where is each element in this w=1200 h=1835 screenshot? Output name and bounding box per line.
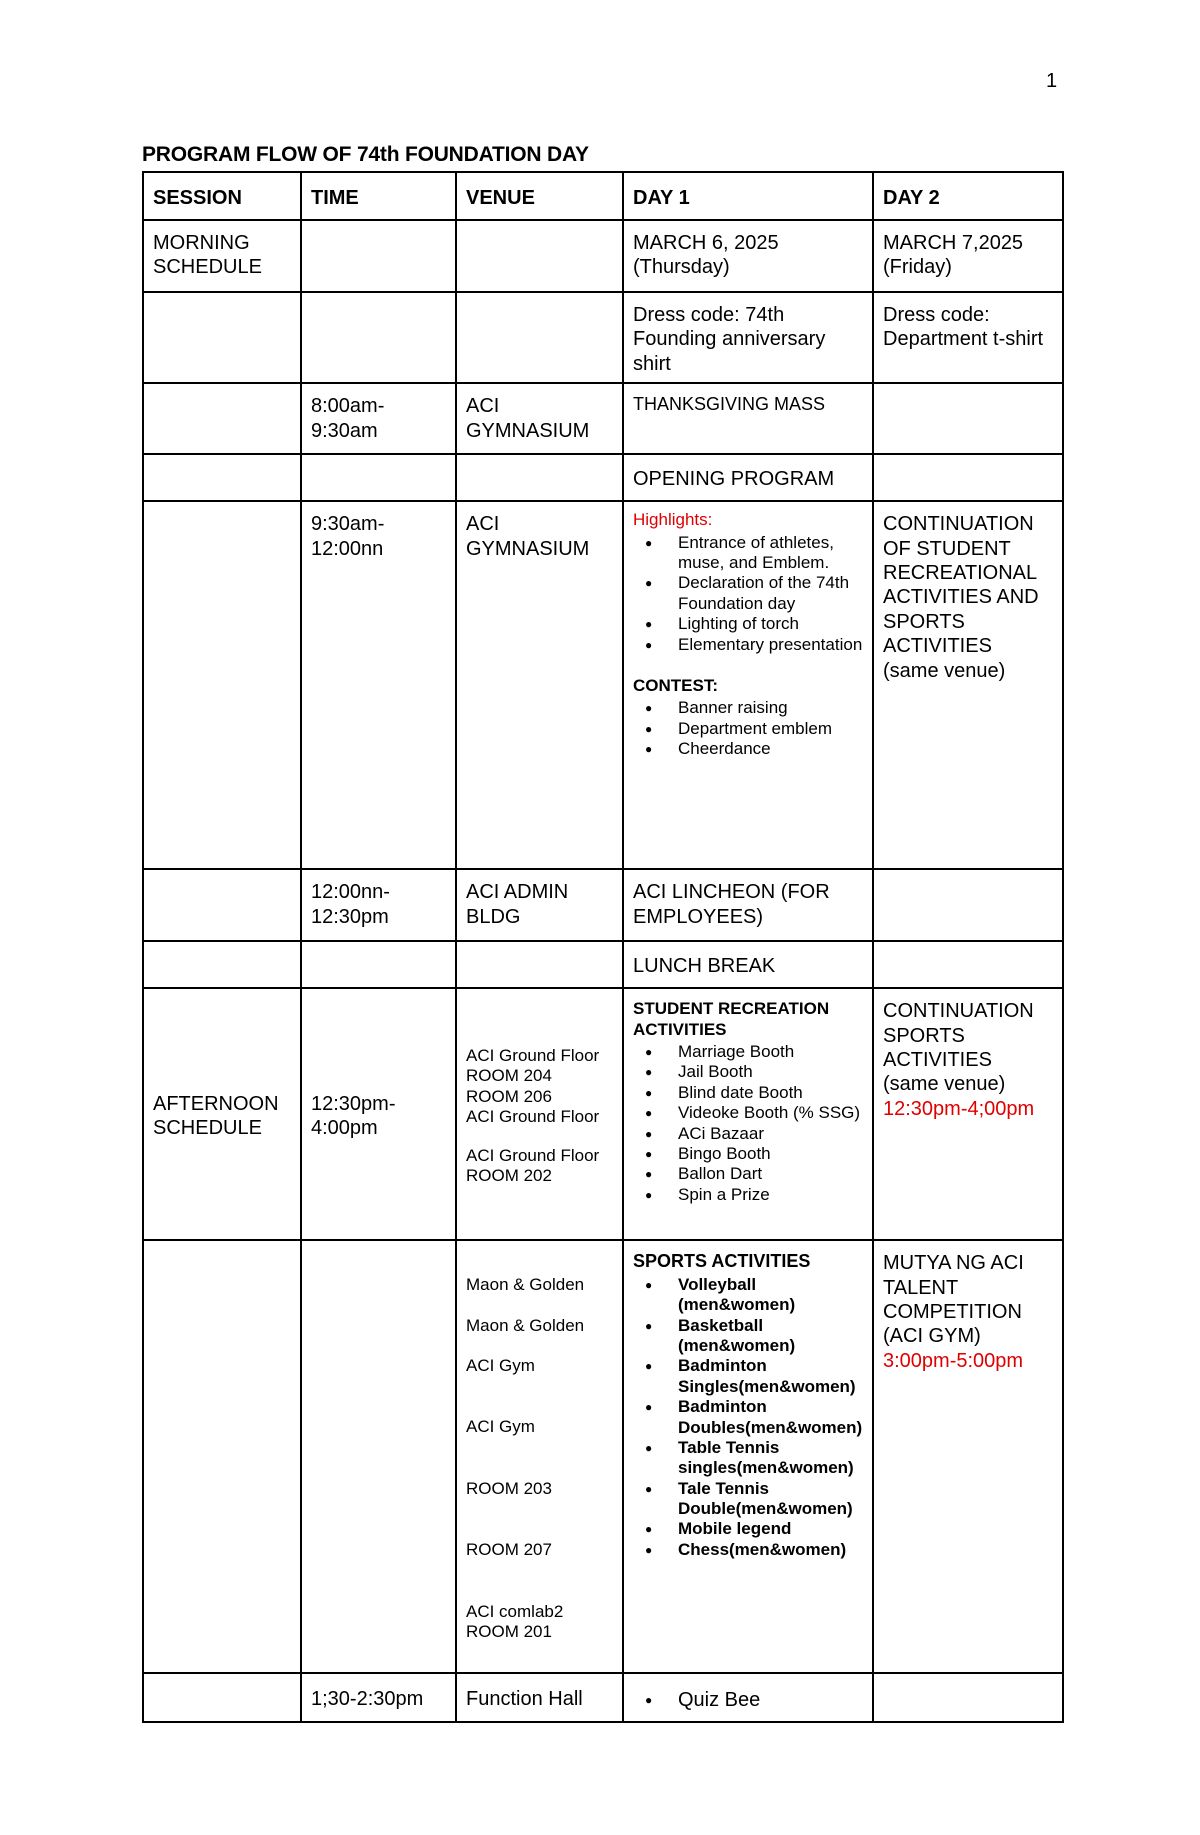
cell-venue	[456, 988, 623, 1240]
list-item: ● Videoke Booth (% SSG)	[678, 1103, 863, 1123]
cell-session: MORNING SCHEDULE	[143, 220, 301, 292]
cell-session	[143, 454, 301, 501]
venue-line: ROOM 207	[466, 1540, 552, 1560]
table-row	[143, 869, 1063, 941]
cell-time	[301, 941, 456, 988]
table-row	[143, 1240, 1063, 1673]
cell-day2	[873, 454, 1063, 501]
list-item: ● Cheerdance	[678, 739, 863, 759]
cell-day2	[873, 988, 1063, 1240]
contest-list	[633, 698, 863, 759]
cell-time: 8:00am-9:30am	[301, 383, 456, 454]
cell-session	[143, 383, 301, 454]
cell-time	[301, 1240, 456, 1673]
venue-line: ROOM 201	[466, 1621, 552, 1641]
table-row	[143, 292, 1063, 383]
quiz-list	[633, 1688, 863, 1712]
day2-activity: CONTINUATION SPORTS ACTIVITIES (same venue)	[883, 1000, 1034, 1096]
venue-line: ROOM 203	[466, 1478, 552, 1498]
list-item: ● Department emblem	[678, 719, 863, 739]
cell-day1: MARCH 6, 2025 (Thursday)	[623, 220, 873, 292]
venue-line: ACI Gym	[466, 1355, 535, 1375]
cell-day1: THANKSGIVING MASS	[623, 383, 873, 454]
list-item: ● Banner raising	[678, 698, 863, 718]
program-table	[142, 171, 1064, 1723]
list-item: ● Spin a Prize	[678, 1185, 863, 1205]
recreation-list	[633, 1042, 863, 1205]
cell-time: 12:00nn-12:30pm	[301, 869, 456, 941]
cell-venue: Function Hall	[456, 1673, 623, 1722]
cell-day1	[623, 1673, 873, 1722]
table-header-row	[143, 172, 1063, 220]
list-item: ● Entrance of athletes, muse, and Emblem.	[678, 533, 863, 574]
list-item: ● Jail Booth	[678, 1062, 863, 1082]
table-row	[143, 501, 1063, 869]
list-item: ● Lighting of torch	[678, 614, 863, 634]
list-item: ● Mobile legend	[678, 1519, 863, 1539]
cell-time	[301, 292, 456, 383]
cell-time	[301, 454, 456, 501]
list-item: ● Tale Tennis Double(men&women)	[678, 1479, 863, 1520]
cell-venue: ACI ADMIN BLDG	[456, 869, 623, 941]
list-item: ● Elementary presentation	[678, 635, 863, 655]
cell-session	[143, 1673, 301, 1722]
day2-time: 3:00pm-5:00pm	[883, 1349, 1024, 1372]
table-row	[143, 1673, 1063, 1722]
table-row	[143, 454, 1063, 501]
table-row	[143, 383, 1063, 454]
cell-day1-opening-program	[623, 501, 873, 869]
cell-time	[301, 220, 456, 292]
venue-line: ACI Ground Floor	[466, 1107, 600, 1127]
venue-line: ACI Ground Floor	[466, 1145, 600, 1165]
sports-label: SPORTS ACTIVITIES	[633, 1251, 811, 1272]
venue-line: ROOM 204	[466, 1066, 552, 1086]
page-number: 1	[1046, 70, 1058, 92]
cell-venue	[456, 292, 623, 383]
cell-day1: ACI LINCHEON (FOR EMPLOYEES)	[623, 869, 873, 941]
cell-time: 1;30-2:30pm	[301, 1673, 456, 1722]
cell-day2	[873, 383, 1063, 454]
cell-session	[143, 941, 301, 988]
cell-day1-dress-code: Dress code: 74th Founding anniversary shirt	[623, 292, 873, 383]
sports-list	[633, 1275, 863, 1560]
cell-day1: LUNCH BREAK	[623, 941, 873, 988]
list-item: ● Ballon Dart	[678, 1164, 863, 1184]
header-session: SESSION	[143, 172, 301, 220]
recreation-label: STUDENT RECREATION ACTIVITIES	[633, 999, 830, 1039]
venue-line: ACI Ground Floor	[466, 1046, 600, 1065]
cell-time: 12:30pm-4:00pm	[301, 988, 456, 1240]
cell-venue	[456, 220, 623, 292]
table-row	[143, 988, 1063, 1240]
cell-day1-sports	[623, 1240, 873, 1673]
venue-line: ROOM 202	[466, 1165, 552, 1185]
table-row	[143, 941, 1063, 988]
list-item: ● Badminton Doubles(men&women)	[678, 1397, 863, 1438]
venue-line: ACI comlab2	[466, 1601, 564, 1621]
cell-venue	[456, 454, 623, 501]
day2-activity: MUTYA NG ACI TALENT COMPETITION (ACI GYM)	[883, 1252, 1024, 1348]
cell-day1-recreation	[623, 988, 873, 1240]
header-day1: DAY 1	[623, 172, 873, 220]
highlights-label: Highlights:	[633, 510, 713, 530]
cell-session	[143, 501, 301, 869]
cell-time: 9:30am-12:00nn	[301, 501, 456, 869]
cell-day2	[873, 1240, 1063, 1673]
day2-time: 12:30pm-4;00pm	[883, 1097, 1035, 1120]
list-item: ● Basketball (men&women)	[678, 1316, 863, 1357]
list-item: ● Table Tennis singles(men&women)	[678, 1438, 863, 1479]
cell-session: AFTERNOON SCHEDULE	[143, 988, 301, 1240]
cell-day2: MARCH 7,2025 (Friday)	[873, 220, 1063, 292]
page-title: PROGRAM FLOW OF 74th FOUNDATION DAY	[142, 143, 589, 166]
list-item: ● Quiz Bee	[678, 1688, 863, 1712]
table-row	[143, 220, 1063, 292]
cell-day2: CONTINUATION OF STUDENT RECREATIONAL ACTIVITIES AND SPORTS ACTIVITIES (same venue)	[873, 501, 1063, 869]
cell-venue: ACI GYMNASIUM	[456, 501, 623, 869]
cell-venue	[456, 1240, 623, 1673]
header-venue: VENUE	[456, 172, 623, 220]
cell-session	[143, 1240, 301, 1673]
list-item: ● Marriage Booth	[678, 1042, 863, 1062]
list-item: ● Declaration of the 74th Foundation day	[678, 573, 863, 614]
list-item: ● Badminton Singles(men&women)	[678, 1356, 863, 1397]
cell-session	[143, 292, 301, 383]
list-item: ● Bingo Booth	[678, 1144, 863, 1164]
list-item: ● ACi Bazaar	[678, 1124, 863, 1144]
cell-day2	[873, 941, 1063, 988]
highlights-list	[633, 533, 863, 655]
venue-line: ROOM 206	[466, 1086, 552, 1106]
venue-line: Maon & Golden	[466, 1315, 585, 1335]
cell-venue	[456, 941, 623, 988]
cell-session	[143, 869, 301, 941]
header-time: TIME	[301, 172, 456, 220]
venue-line: Maon & Golden	[466, 1275, 585, 1295]
header-day2: DAY 2	[873, 172, 1063, 220]
list-item: ● Blind date Booth	[678, 1083, 863, 1103]
contest-label: CONTEST:	[633, 675, 718, 695]
cell-day1: OPENING PROGRAM	[623, 454, 873, 501]
cell-day2	[873, 1673, 1063, 1722]
cell-day2	[873, 869, 1063, 941]
cell-day2-dress-code: Dress code: Department t-shirt	[873, 292, 1063, 383]
list-item: ● Volleyball (men&women)	[678, 1275, 863, 1316]
venue-line: ACI Gym	[466, 1417, 535, 1437]
cell-venue: ACI GYMNASIUM	[456, 383, 623, 454]
list-item: ● Chess(men&women)	[678, 1540, 863, 1560]
